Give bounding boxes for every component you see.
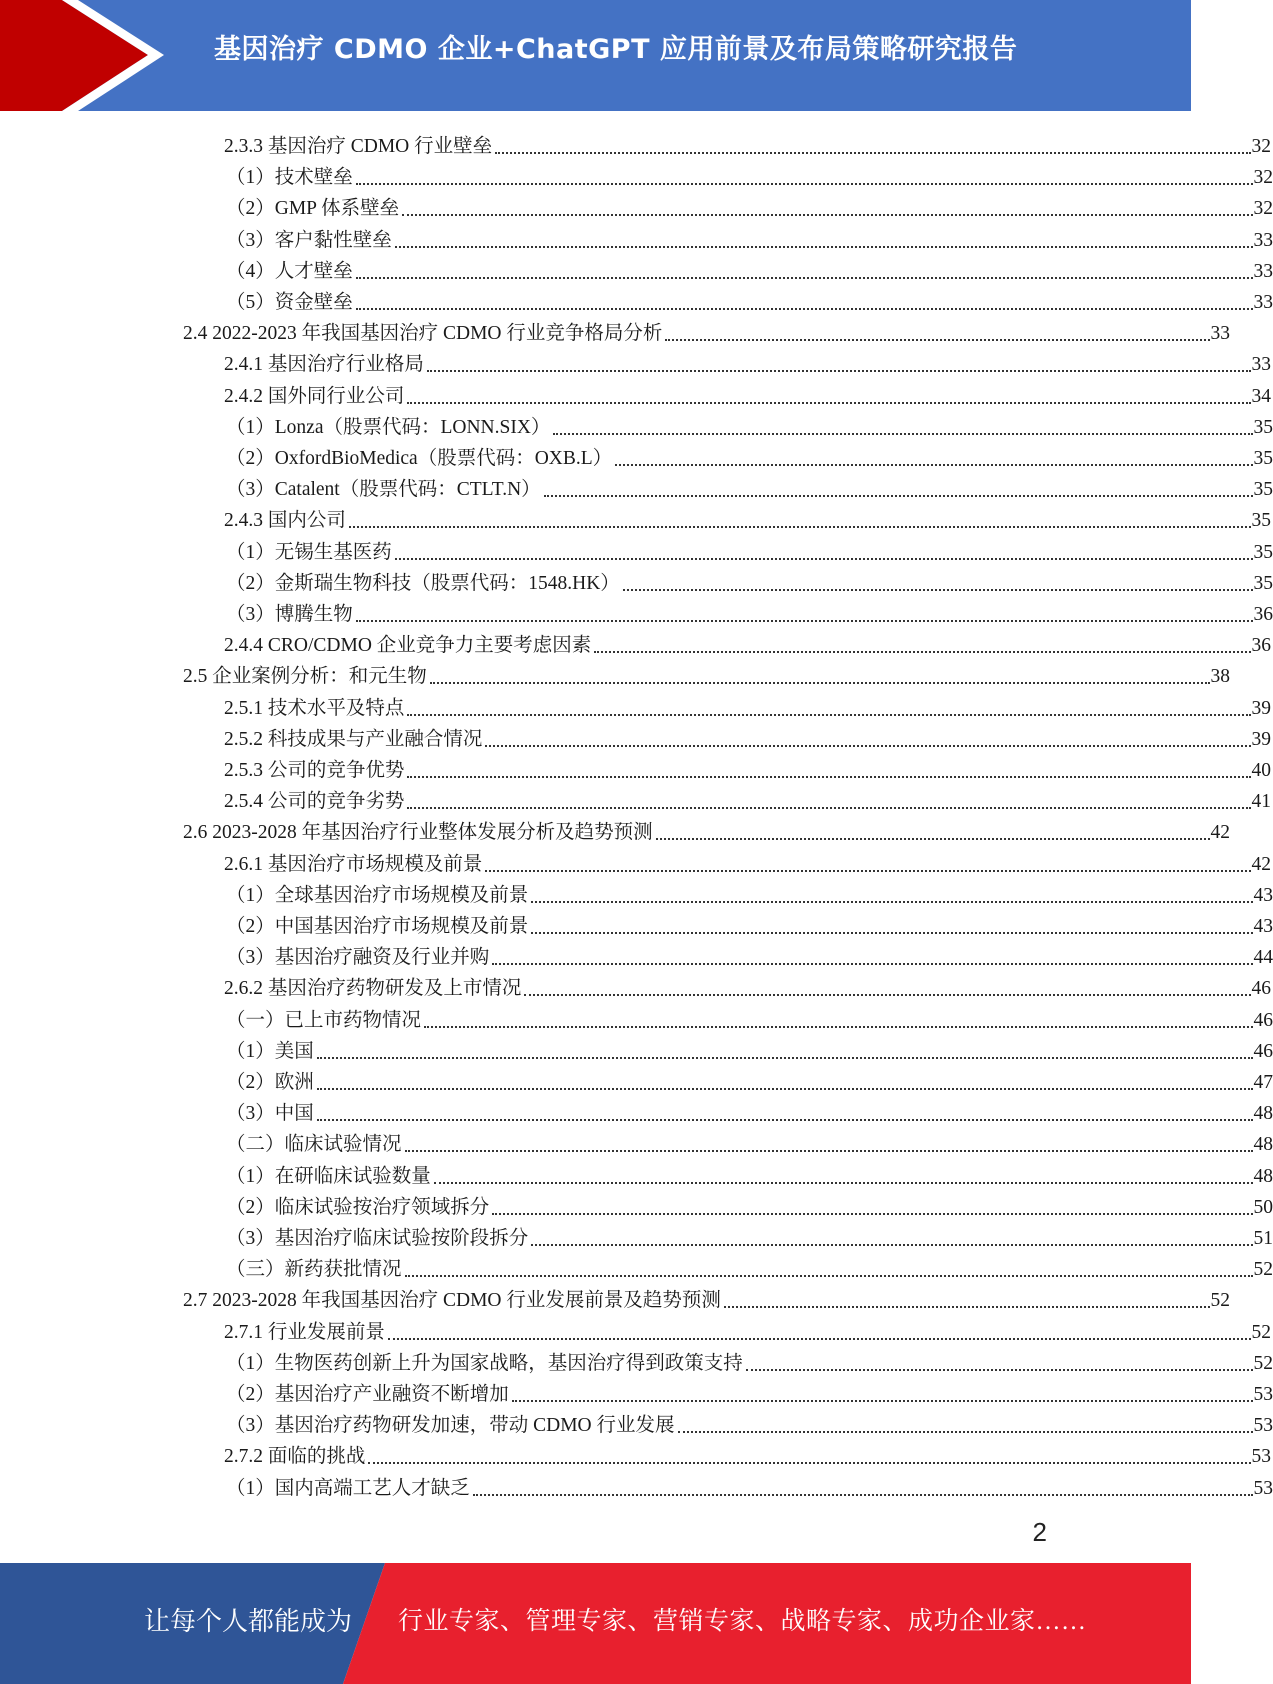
toc-entry-page: 52: [1251, 1321, 1271, 1343]
toc-entry-title: （1）美国: [226, 1040, 314, 1062]
toc-entry[interactable]: [0, 1282, 1230, 1313]
toc-dot-leader: [678, 1428, 1253, 1433]
toc-entry-title: 2.5.1 技术水平及特点: [224, 697, 405, 719]
toc-entry-title: 2.7 2023-2028 年我国基因治疗 CDMO 行业发展前景及趋势预测: [183, 1290, 721, 1312]
toc-entry-title: （1）Lonza（股票代码：LONN.SIX）: [226, 416, 551, 438]
toc-entry[interactable]: [0, 1189, 1273, 1220]
toc-entry-title: （1）全球基因治疗市场规模及前景: [226, 884, 529, 906]
toc-entry[interactable]: [0, 658, 1230, 689]
toc-entry-page: 33: [1253, 292, 1273, 313]
toc-dot-leader: [388, 1335, 1251, 1340]
toc-entry[interactable]: [0, 908, 1273, 939]
toc-entry[interactable]: [0, 752, 1271, 783]
toc-entry-title: （2）基因治疗产业融资不断增加: [226, 1384, 509, 1405]
toc-entry-title: 2.4.1 基因治疗行业格局: [224, 354, 424, 376]
toc-dot-leader: [485, 742, 1250, 747]
toc-dot-leader: [405, 1272, 1253, 1277]
toc-dot-leader: [356, 305, 1253, 310]
toc-entry-title: （3）基因治疗临床试验按阶段拆分: [226, 1228, 529, 1249]
toc-entry-page: 46: [1253, 1040, 1273, 1062]
toc-entry-page: 53: [1253, 1384, 1273, 1405]
toc-entry-page: 35: [1253, 572, 1273, 594]
toc-entry-page: 39: [1251, 728, 1271, 750]
toc-entry-title: （1）国内高端工艺人才缺乏: [226, 1477, 470, 1499]
toc-entry[interactable]: [0, 159, 1273, 190]
toc-entry-title: （2）OxfordBioMedica（股票代码：OXB.L）: [226, 448, 613, 469]
toc-entry-page: 32: [1253, 198, 1273, 220]
toc-entry-page: 36: [1251, 635, 1271, 657]
toc-entry-page: 53: [1251, 1446, 1271, 1468]
toc-dot-leader: [656, 835, 1210, 840]
toc-entry[interactable]: [0, 721, 1271, 752]
toc-dot-leader: [395, 243, 1253, 248]
toc-entry-title: （3）基因治疗融资及行业并购: [226, 947, 490, 969]
toc-dot-leader: [356, 180, 1253, 185]
toc-entry-page: 53: [1253, 1415, 1273, 1437]
toc-dot-leader: [407, 773, 1250, 778]
toc-entry-title: （1）生物医药创新上升为国家战略，基因治疗得到政策支持: [226, 1352, 743, 1374]
toc-entry-title: （3）基因治疗药物研发加速，带动 CDMO 行业发展: [226, 1415, 675, 1437]
toc-entry[interactable]: [0, 1220, 1273, 1251]
toc-dot-leader: [368, 1459, 1250, 1464]
toc-entry-page: 35: [1253, 448, 1273, 469]
toc-entry-page: 52: [1253, 1259, 1273, 1281]
toc-entry-title: （2）中国基因治疗市场规模及前景: [226, 916, 529, 937]
toc-entry-page: 43: [1253, 884, 1273, 906]
toc-entry-page: 38: [1210, 666, 1230, 688]
toc-entry-title: 2.3.3 基因治疗 CDMO 行业壁垒: [224, 136, 493, 157]
toc-entry[interactable]: [0, 253, 1273, 284]
toc-dot-leader: [407, 399, 1250, 404]
toc-entry-page: 33: [1253, 229, 1273, 251]
toc-entry-page: 35: [1251, 510, 1271, 532]
toc-entry[interactable]: [0, 378, 1271, 409]
toc-entry-title: 2.6.1 基因治疗市场规模及前景: [224, 853, 483, 875]
toc-entry-title: 2.7.2 面临的挑战: [224, 1446, 366, 1468]
toc-entry[interactable]: [0, 1407, 1273, 1438]
toc-entry[interactable]: [0, 1002, 1273, 1033]
toc-entry[interactable]: [0, 1033, 1273, 1064]
toc-entry-page: 52: [1253, 1352, 1273, 1374]
toc-dot-leader: [531, 1241, 1252, 1246]
toc-entry-page: 46: [1253, 1009, 1273, 1031]
toc-entry[interactable]: [0, 1251, 1273, 1282]
toc-entry-title: 2.4.4 CRO/CDMO 企业竞争力主要考虑因素: [224, 635, 592, 657]
toc-entry[interactable]: [0, 346, 1271, 377]
toc-entry[interactable]: [0, 877, 1273, 908]
toc-entry-page: 35: [1253, 479, 1273, 501]
toc-entry-title: 2.5.3 公司的竞争优势: [224, 760, 405, 781]
toc-dot-leader: [492, 1210, 1252, 1215]
toc-dot-leader: [405, 1147, 1253, 1152]
toc-entry-page: 35: [1253, 541, 1273, 563]
toc-entry-title: （2）临床试验按治疗领域拆分: [226, 1196, 490, 1218]
toc-dot-leader: [402, 211, 1252, 216]
toc-entry-page: 44: [1253, 947, 1273, 969]
toc-entry-title: （一）已上市药物情况: [226, 1009, 422, 1031]
toc-dot-leader: [356, 274, 1253, 279]
toc-entry[interactable]: [0, 409, 1273, 440]
toc-dot-leader: [746, 1366, 1253, 1371]
toc-dot-leader: [395, 555, 1253, 560]
toc-dot-leader: [524, 991, 1250, 996]
toc-entry-title: 2.6.2 基因治疗药物研发及上市情况: [224, 978, 522, 1000]
toc-dot-leader: [485, 867, 1250, 872]
toc-entry-page: 47: [1253, 1072, 1273, 1093]
toc-entry-title: 2.5.2 科技成果与产业融合情况: [224, 728, 483, 750]
toc-entry[interactable]: [0, 1470, 1273, 1501]
header-banner: [0, 0, 1191, 111]
toc-entry-title: （三）新药获批情况: [226, 1259, 402, 1281]
toc-dot-leader: [594, 648, 1250, 653]
toc-dot-leader: [430, 679, 1210, 684]
toc-dot-leader: [317, 1116, 1253, 1121]
toc-entry[interactable]: [0, 534, 1273, 565]
toc-entry-title: （二）临床试验情况: [226, 1134, 402, 1156]
toc-dot-leader: [531, 929, 1252, 934]
toc-entry[interactable]: [0, 565, 1273, 596]
toc-entry-title: 2.4.3 国内公司: [224, 510, 346, 532]
toc-entry[interactable]: [0, 814, 1230, 845]
toc-entry[interactable]: [0, 502, 1271, 533]
page-number: 2: [1032, 1517, 1047, 1547]
toc-dot-leader: [615, 461, 1252, 466]
toc-entry[interactable]: [0, 284, 1273, 315]
toc-entry-page: 33: [1253, 260, 1273, 282]
toc-entry-page: 32: [1251, 136, 1271, 157]
toc-dot-leader: [317, 1085, 1253, 1090]
toc-entry-page: 53: [1253, 1477, 1273, 1499]
toc-entry-page: 33: [1251, 354, 1271, 376]
toc-entry-title: 2.6 2023-2028 年基因治疗行业整体发展分析及趋势预测: [183, 822, 653, 844]
toc-dot-leader: [356, 617, 1253, 622]
toc-entry-page: 46: [1251, 978, 1271, 1000]
toc-entry-page: 35: [1253, 416, 1273, 438]
toc-dot-leader: [434, 1179, 1253, 1184]
toc-entry[interactable]: [0, 939, 1273, 970]
toc-dot-leader: [665, 336, 1209, 341]
toc-entry-page: 42: [1251, 853, 1271, 875]
toc-dot-leader: [495, 149, 1250, 154]
toc-entry[interactable]: [0, 1438, 1271, 1469]
toc-dot-leader: [512, 1397, 1253, 1402]
toc-dot-leader: [544, 492, 1253, 497]
toc-entry[interactable]: [0, 1064, 1273, 1095]
toc-entry-page: 42: [1210, 822, 1230, 844]
report-title: 基因治疗 CDMO 企业+ChatGPT 应用前景及布局策略研究报告: [214, 34, 1018, 65]
toc-entry-title: 2.4.2 国外同行业公司: [224, 385, 405, 407]
toc-entry-title: 2.4 2022-2023 年我国基因治疗 CDMO 行业竞争格局分析: [183, 323, 663, 345]
toc-entry-title: （1）在研临床试验数量: [226, 1165, 431, 1187]
toc-entry-title: （3）中国: [226, 1103, 314, 1125]
toc-dot-leader: [407, 804, 1250, 809]
toc-entry-title: （2）金斯瑞生物科技（股票代码：1548.HK）: [226, 572, 620, 594]
toc-entry[interactable]: [0, 190, 1273, 221]
toc-entry[interactable]: [0, 627, 1271, 658]
toc-dot-leader: [473, 1491, 1253, 1496]
toc-entry[interactable]: [0, 596, 1273, 627]
toc-entry-page: 48: [1253, 1165, 1273, 1187]
toc-entry-title: （3）客户黏性壁垒: [226, 229, 392, 251]
footer-slogan-right: 行业专家、管理专家、营销专家、战略专家、成功企业家……: [398, 1608, 1087, 1635]
toc-dot-leader: [407, 711, 1250, 716]
toc-entry-title: 2.5.4 公司的竞争劣势: [224, 791, 405, 813]
footer-slogan-left: 让每个人都能成为: [144, 1607, 353, 1636]
toc-entry-page: 48: [1253, 1134, 1273, 1156]
toc-entry[interactable]: [0, 690, 1271, 721]
toc-entry[interactable]: [0, 1126, 1273, 1157]
toc-entry-page: 36: [1253, 604, 1273, 625]
toc-entry[interactable]: [0, 315, 1230, 346]
toc-entry[interactable]: [0, 128, 1271, 159]
toc-dot-leader: [623, 586, 1253, 591]
toc-entry[interactable]: [0, 1376, 1273, 1407]
toc-entry-title: （2）GMP 体系壁垒: [226, 198, 400, 220]
toc-entry[interactable]: [0, 1314, 1271, 1345]
toc-entry-title: （3）Catalent（股票代码：CTLT.N）: [226, 479, 541, 501]
toc-entry-page: 50: [1253, 1196, 1273, 1218]
toc-dot-leader: [553, 430, 1252, 435]
toc-dot-leader: [531, 898, 1252, 903]
toc-entry[interactable]: [0, 846, 1271, 877]
toc-dot-leader: [424, 1023, 1252, 1028]
toc-entry[interactable]: [0, 1158, 1273, 1189]
toc-entry-page: 51: [1253, 1228, 1273, 1249]
toc-entry-page: 33: [1210, 323, 1230, 345]
toc-entry-page: 32: [1253, 167, 1273, 189]
toc-entry[interactable]: [0, 783, 1271, 814]
toc-entry-page: 34: [1251, 385, 1271, 407]
toc-entry[interactable]: [0, 1095, 1273, 1126]
toc-entry-title: （5）资金壁垒: [226, 292, 353, 313]
toc-dot-leader: [427, 367, 1251, 372]
toc-entry[interactable]: [0, 471, 1273, 502]
toc-entry[interactable]: [0, 970, 1271, 1001]
toc-entry-title: （2）欧洲: [226, 1072, 314, 1093]
toc-dot-leader: [492, 960, 1252, 965]
footer-banner: [0, 1563, 1191, 1684]
toc-entry-title: （3）博腾生物: [226, 604, 353, 625]
toc-entry-title: 2.7.1 行业发展前景: [224, 1321, 385, 1343]
toc-entry-page: 41: [1251, 791, 1271, 813]
toc-entry-title: （1）无锡生基医药: [226, 541, 392, 563]
toc-entry[interactable]: [0, 440, 1273, 471]
toc-entry-page: 48: [1253, 1103, 1273, 1125]
toc-dot-leader: [349, 523, 1251, 528]
toc-entry-page: 40: [1251, 760, 1271, 781]
toc-entry[interactable]: [0, 1345, 1273, 1376]
toc-entry[interactable]: [0, 222, 1273, 253]
toc-entry-title: （1）技术壁垒: [226, 167, 353, 189]
toc-entry-title: （4）人才壁垒: [226, 260, 353, 282]
toc-entry-title: 2.5 企业案例分析：和元生物: [183, 666, 427, 688]
toc-dot-leader: [317, 1054, 1253, 1059]
toc-dot-leader: [724, 1303, 1210, 1308]
toc-entry-page: 52: [1210, 1290, 1230, 1312]
toc-entry-page: 39: [1251, 697, 1271, 719]
toc-entry-page: 43: [1253, 916, 1273, 937]
